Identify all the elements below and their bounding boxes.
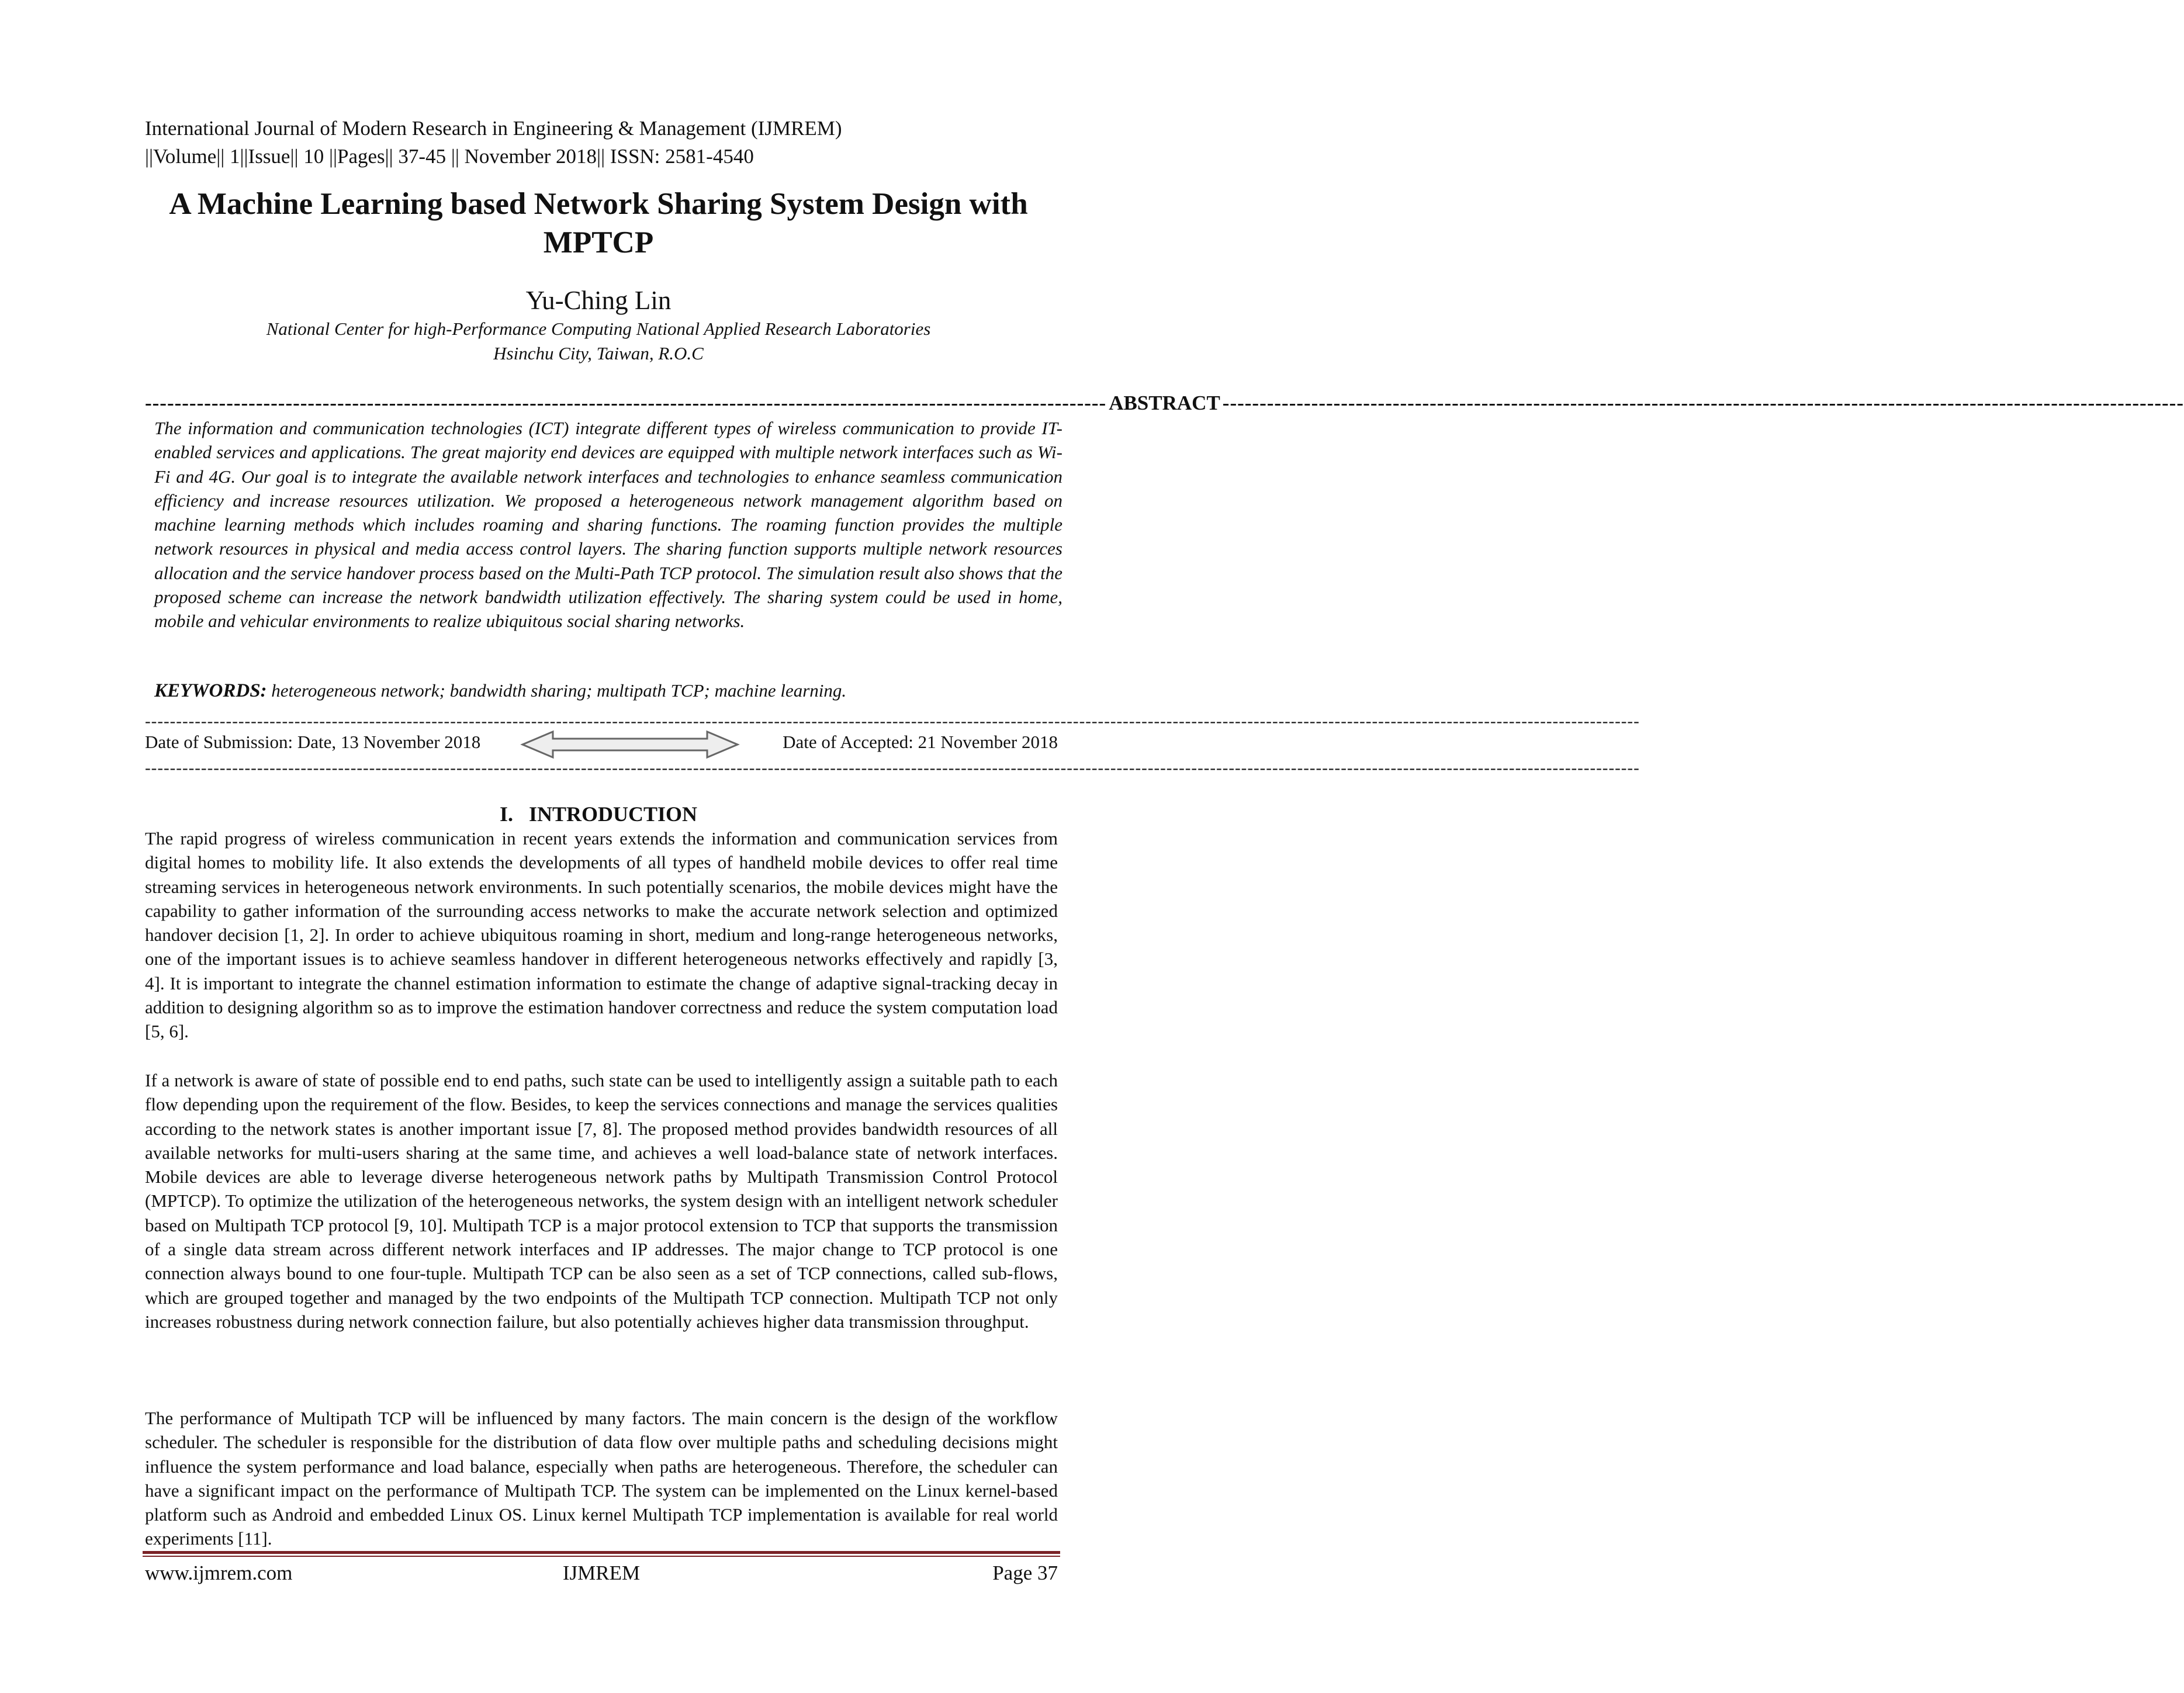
paper-title-line1: A Machine Learning based Network Sharing System Design with bbox=[169, 187, 1028, 221]
abstract-divider-right: ---------------------------------------------------------------------------------------------------------------------------------- bbox=[1222, 392, 2184, 414]
keywords-label: KEYWORDS: bbox=[154, 680, 267, 701]
keywords bbox=[154, 680, 846, 702]
affiliation-line2: Hsinchu City, Taiwan, R.O.C bbox=[493, 343, 704, 363]
journal-name: International Journal of Modern Research in Engineering & Management (IJMREM) bbox=[145, 117, 842, 140]
abstract-text: The information and communication technologies (ICT) integrate different types of wireless communication to provide IT-enabled services and applications. The great majority end devices are equipped with multiple network interfaces such as Wi-Fi and 4G. Our goal is to integrate the available network interfaces and technologies to enhance seamless communication efficiency and increase resources utilization. We proposed a heterogeneous network management algorithm based on machine learning methods which includes roaming and sharing functions. The roaming function provides the multiple network resources in physical and media access control layers. The sharing function supports multiple network resources allocation and the service handover process based on the Multi-Path TCP protocol. The simulation result also shows that the proposed scheme can increase the network bandwidth utilization effectively. The sharing system could be used in home, mobile and vehicular environments to realize ubiquitous social sharing networks. bbox=[154, 418, 1062, 632]
footer-journal: IJMREM bbox=[562, 1562, 641, 1584]
abstract-heading bbox=[145, 392, 2184, 415]
footer-website: www.ijmrem.com bbox=[145, 1562, 293, 1584]
abstract-divider-left: ---------------------------------------------------------------------------------------------------------------------------------- bbox=[145, 392, 1107, 414]
affiliation-line1: National Center for high-Performance Computing National Applied Research Laboratories bbox=[266, 318, 931, 339]
paper-title-line2: MPTCP bbox=[543, 226, 654, 259]
intro-paragraph-2: If a network is aware of state of possible end to end paths, such state can be used to intelligently assign a suitable path to each flow depending upon the requirement of the flow. Besides, to keep the services connections and manage the services qualities according to the network states is another important issue [7, 8]. The proposed method provides bandwidth resources of all available networks for multi-users sharing at the same time, and achieves a well load-balance state of network interfaces. Mobile devices are able to leverage diverse heterogeneous network paths by Multipath Transmission Control Protocol (MPTCP). To optimize the utilization of the heterogeneous networks, the system design with an intelligent network scheduler based on Multipath TCP protocol [9, 10]. Multipath TCP is a major protocol extension to TCP that supports the transmission of a single data stream across different network interfaces and IP addresses. The major change to TCP protocol is one connection always bound to one four-tuple. Multipath TCP can be also seen as a set of TCP connections, called sub-flows, which are grouped together and managed by the two endpoints of the Multipath TCP connection. Multipath TCP not only increases robustness during network connection failure, but also potentially achieves higher data transmission throughput. bbox=[145, 1070, 1058, 1332]
journal-issue-info: ||Volume|| 1||Issue|| 10 ||Pages|| 37-45 || November 2018|| ISSN: 2581-4540 bbox=[145, 145, 754, 168]
submission-date: Date of Submission: Date, 13 November 2018 bbox=[145, 732, 481, 752]
dates-row bbox=[145, 732, 1058, 757]
author-affiliation bbox=[0, 317, 1197, 366]
journal-header bbox=[145, 115, 842, 171]
divider-bottom: ------------------------------------------------------------------------------------------------------------------------------------------------------------------------------------------------------------------------------------------------ bbox=[145, 759, 1640, 777]
abstract-heading-label: ABSTRACT bbox=[1109, 392, 1220, 414]
footer-page-number: Page 37 bbox=[992, 1562, 1058, 1584]
page-footer bbox=[145, 1562, 1058, 1590]
paper-title bbox=[117, 185, 1080, 262]
footer-rule-thick bbox=[143, 1551, 1060, 1554]
author-name: Yu-Ching Lin bbox=[525, 286, 672, 315]
double-arrow-icon bbox=[519, 728, 741, 761]
intro-paragraph-3: The performance of Multipath TCP will be influenced by many factors. The main concern is the design of the workflow scheduler. The scheduler is responsible for the distribution of data flow over multiple paths and scheduling decisions might influence the system performance and load balance, especially when paths are heterogeneous. Therefore, the scheduler can have a significant impact on the performance of Multipath TCP. The system can be implemented on the Linux kernel-based platform such as Android and embedded Linux OS. Linux kernel Multipath TCP implementation is available for real world experiments [11]. bbox=[145, 1408, 1058, 1549]
keywords-text: heterogeneous network; bandwidth sharing; multipath TCP; machine learning. bbox=[271, 680, 847, 701]
accepted-date: Date of Accepted: 21 November 2018 bbox=[783, 732, 1058, 752]
section-heading-introduction: I. INTRODUCTION bbox=[499, 802, 698, 826]
intro-paragraph-1: The rapid progress of wireless communication in recent years extends the information and communication services from digital homes to mobility life. It also extends the developments of all types of handheld mobile devices to offer real time streaming services in heterogeneous network environments. In such potentially scenarios, the mobile devices might have the capability to gather information of the surrounding access networks to make the accurate network selection and optimized handover decision [1, 2]. In order to achieve ubiquitous roaming in short, medium and long-range heterogeneous networks, one of the important issues is to achieve seamless handover in different heterogeneous networks effectively and rapidly [3, 4]. It is important to integrate the channel estimation information to estimate the change of adaptive signal-tracking decay in addition to designing algorithm so as to improve the estimation handover correctness and reduce the system computation load [5, 6]. bbox=[145, 828, 1058, 1042]
footer-rule-thin bbox=[143, 1556, 1060, 1557]
divider-top: ------------------------------------------------------------------------------------------------------------------------------------------------------------------------------------------------------------------------------------------------ bbox=[145, 712, 1640, 730]
